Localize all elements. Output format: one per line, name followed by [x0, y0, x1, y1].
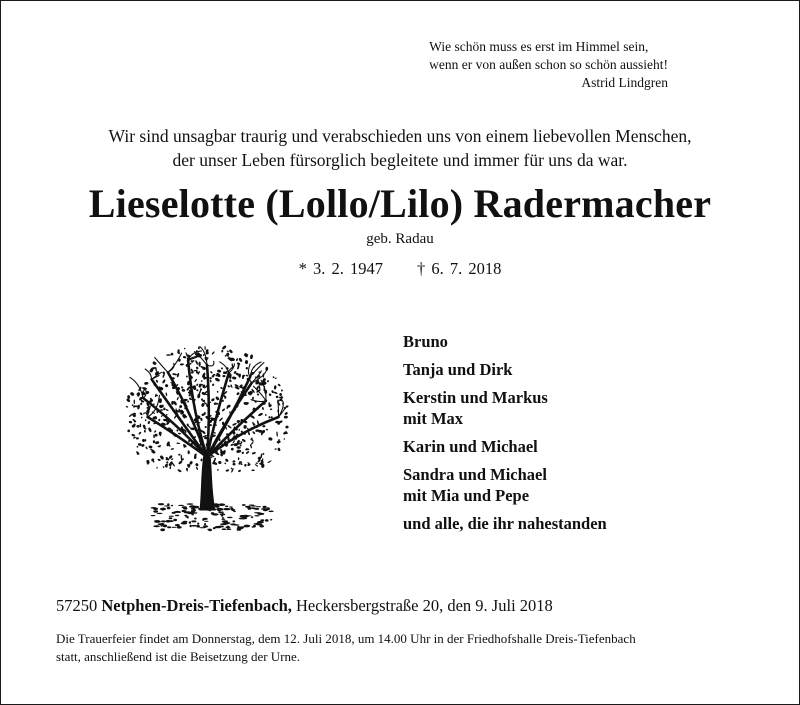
family-member-line: Karin und Michael [403, 437, 538, 456]
note-line-2: statt, anschließend ist die Beisetzung der Urne. [56, 649, 301, 664]
death-date: † 6. 7. 2018 [417, 259, 502, 278]
family-group [403, 359, 607, 380]
ceremony-note [56, 630, 756, 666]
intro-text [0, 124, 800, 172]
intro-line-2: der unser Leben fürsorglich begleitete und immer für uns da war. [172, 150, 628, 170]
address-street-date: Heckersbergstraße 20, den 9. Juli 2018 [296, 596, 553, 615]
family-group [403, 331, 607, 352]
tree-icon [122, 342, 292, 542]
family-member-line: Kerstin und Markus [403, 388, 548, 407]
quote-author: Astrid Lindgren [581, 75, 668, 90]
address-place: Netphen-Dreis-Tiefenbach, [101, 596, 292, 615]
address-zip: 57250 [56, 596, 98, 615]
quote-block [429, 38, 668, 92]
family-member-line: mit Mia und Pepe [403, 486, 530, 505]
quote-line-2: wenn er von außen schon so schön aussieht! [429, 57, 668, 72]
family-member-line: und alle, die ihr nahestanden [403, 514, 607, 533]
quote-line-1: Wie schön muss es erst im Himmel sein, [429, 39, 649, 54]
family-member-line: Tanja und Dirk [403, 360, 513, 379]
birth-date: * 3. 2. 1947 [298, 259, 383, 278]
address-line [56, 596, 553, 616]
family-member-line: Bruno [403, 332, 448, 351]
family-member-line: mit Max [403, 409, 464, 428]
birth-name: geb. Radau [366, 231, 434, 247]
intro-line-1: Wir sind unsagbar traurig und verabschieden uns von einem liebevollen Menschen, [108, 126, 692, 146]
family-group [403, 436, 607, 457]
family-group [403, 387, 607, 429]
deceased-name: Lieselotte (Lollo/Lilo) Radermacher [88, 181, 712, 226]
family-group [403, 513, 607, 534]
note-line-1: Die Trauerfeier findet am Donnerstag, dem 12. Juli 2018, um 14.00 Uhr in der Friedhofshalle Dreis-Tiefenbach [56, 631, 636, 646]
life-dates [0, 259, 800, 279]
family-member-line: Sandra und Michael [403, 465, 547, 484]
family-list [403, 331, 607, 541]
family-group [403, 464, 607, 506]
